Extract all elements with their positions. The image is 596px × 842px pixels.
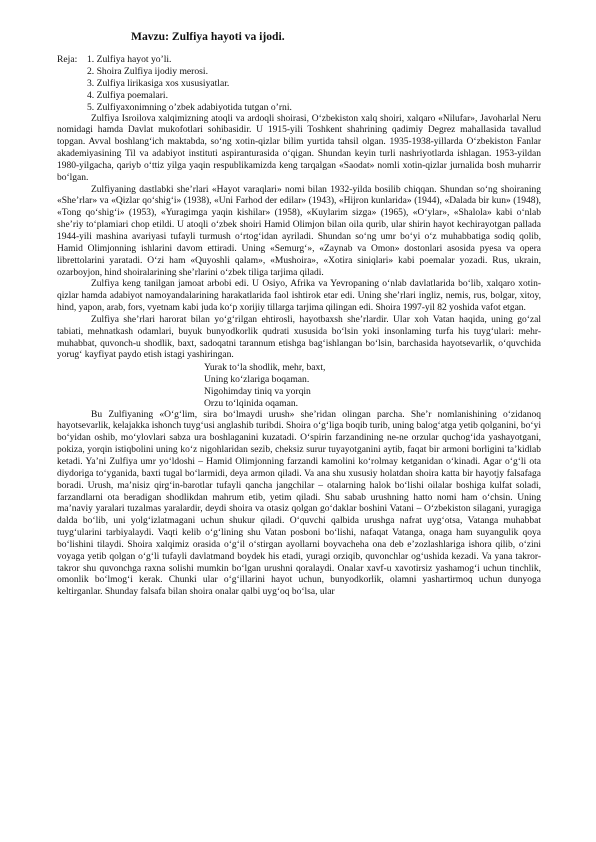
document-body [57, 30, 541, 599]
paragraph-biography: Zulfiya Isroilova xalqimizning atoqli va ardoqli shoirasi, O‘zbekiston xalq shoiri, xalqaro «Nilufar», Javoharlal Neru nomidagi hamda Davlat mukofotlari sohibasidir. U 1915-yili Toshkent shahrining qadimiy Degrez mahallasida tavallud topgan. Avval boshlang‘ich maktabda, so‘ng xotin-qizlar bilim yurtida tahsil olgan. 1935-1938-yillarda O‘zbekiston Fanlar akademiyasining Til va adabiyot instituti aspiranturasida o‘qigan. Shundan keyin turli nashriyotlarda ishlagan. 1953-yildan 1980-yilgacha, qariyb o‘ttiz yilga yaqin respublikamizda keng tarqalgan «Saodat» nomli xotin-qizlar jurnalida bosh muharrir bo‘lgan. [57, 113, 541, 183]
plan-label: Reja: [57, 54, 78, 65]
plan-item: 2. Shoira Zulfiya ijodiy merosi. [87, 65, 208, 77]
paragraph-poetry: Zulfiya she’rlari harorat bilan yo‘g‘rilgan ehtirosli, hayotbaxsh she’rlardir. Ular xoh Vatan haqida, uning go‘zal tabiati, mehnatkash odamlari, buyuk bunyodkorlik qudrati xususida bo‘lsin yoki insonlaming turfa his tuyg‘ulari: mehr-muhabbat, quvonch-u shodlik, baxt, sadoqatni tarannum etishga bag‘ishlangan bo‘lsin, barchasida hayotsevarlik, o‘quvchida yorug‘ kayfiyat paydo etish istagi yashiringan. [57, 314, 541, 361]
plan-item: 1. Zulfiya hayot yo’li. [87, 54, 172, 65]
paragraph-analysis: Bu Zulfiyaning «O‘g‘lim, sira bo‘lmaydi urush» she’ridan olingan parcha. She’r nomlanishining o‘zidanoq hayotsevarlik, kelajakka ishonch tuyg‘usi anglashib turibdi. Shoira o‘g‘liga boqib turib, uning balog‘atga yetib qolganini, bo‘yi bo‘yidan oshib, mo‘ylovlari sabza ura boshlaganini kuzatadi. O‘spirin farzandining ne-ne orzular quchog‘ida yashayotgani, pokiza, yorqin istiqbolini uning ko‘z nigohlaridan sezib, cheksiz surur tuyayotganini aytib, faqat bir armoni borligini ta’kidlab ketadi. Ya’ni Zulfiya umr yo‘ldoshi – Hamid Olimjonning farzandi kamolini ko‘rolmay ketganidan o‘kinadi. Agar o‘g‘li ota diydoriga to‘yganida, baxti tugal bo‘larmidi, deya armon qiladi. Va ana shu xususiy holatdan shoira katta bir hayotjy falsafaga boradi. Urush, ma’nisiz qirg‘in-barotlar tufayli qancha jangchilar – otalarning halok bo‘lishi oilalar boshiga kulfat soladi, farzandlarni ota beradigan shodlikdan mahrum etib, yetim qiladi. Shu sabab urushning hatto nomi ham o‘chsin. Uning ma’naviy yaralari tuzalmas yaralardir, deydi shoira va otasiz qolgan go‘daklar boshini Vatani – O‘zbekiston silagani, yuragiga dalda bo‘lib, uni yolg‘izlatmagani uchun shukur qiladi. O‘quvchi qalbida urushga nafrat uyg‘otsa, Vatanga muhabbat tuyg‘ularini tarbiyalaydi. Vaqti kelib o‘g‘lining shu Vatan posboni bo‘lishi, nafaqat Vatanga, onaga ham suyangulik qoya bo‘lishini tilaydi. Shoira xalqimiz orasida o‘g‘il o‘stirgan ayollarni boyvacheha ona deb e’zozlashlariga ishora qilib, o‘zini voyaga yetib qolgan o‘g‘li tufayli davlatmand boydek his etadi, yuragi orziqib, quvonchlar og‘ushida kezadi. Va yana takror-takror shu quvonchga raxna solishi mumkin bo‘lgan urushni qoralaydi. Onalar xavf-u xavotirsiz yashamog‘i uchun tinchlik, omonlik bo‘lmog‘i kerak. Chunki ular o‘g‘illarini hayot uchun, bunyodkorlik, olamni yashartirmoq uchun dunyoga keltirganlar. Shunday falsafa bilan shoira onalar qalbi uyg‘oq bo‘lsa, ular [57, 409, 541, 598]
plan-item: 5. Zulfiyaxonimning o’zbek adabiyotida tutgan o’rni. [87, 101, 292, 113]
paragraph-works: Zulfiyaning dastlabki she’rlari «Hayot varaqlari» nomi bilan 1932-yilda bosilib chiqqan. Shundan so‘ng shoiraning «She’rlar» va «Qizlar qo‘shig‘i» (1938), «Uni Farhod der edilar» (1943), «Hijron kunlarida» (1944), «Dalada bir kun» (1948), «Tong qo‘shig‘i» (1953), «Yuragimga yaqin kishilar» (1958), «Kuylarim sizga» (1965), «O‘ylar», «Shalola» kabi o‘nlab she’riy to‘plamiari chop etildi. U atoqli o‘zbek shoiri Hamid Olimjon bilan oila qurib, ular shirin hayot kechirayotgan pallada 1944-yili mashina avariyasi tufayli turmush o‘rtog‘idan ayriladi. Shundan so‘ng umr bo‘yi o‘z muhabbatiga sodiq qolib, Hamid Olimjonning ishlarini davom ettiradi. Uning «Semurg‘», «Zaynab va Omon» dostonlari asosida pyesa va opera librettolarini yaratadi. O‘zi ham «Quyoshli qalam», «Mushoira», «Xotira siniqlari» kabi poemalar yozadi. Rus, ukrain, ozarboyjon, hind shoiralarining she’rlarini o‘zbek tiliga tarjima qiladi. [57, 184, 541, 278]
page-title: Mavzu: Zulfiya hayoti va ijodi. [131, 30, 285, 43]
paragraph-public-activity: Zulfiya keng tanilgan jamoat arbobi edi. U Osiyo, Afrika va Yevropaning o‘nlab davlatlarida bo‘lib, xalqaro xotin-qizlar hamda adabiyot namoyandalarining harakatlarida faol ishtirok etar edi. Uning she’rlari ingliz, nemis, rus, bolgar, xitoy, hind, yapon, arab, fors, vyetnam kabi juda ko‘p xorijiy tillarga tarjima qilingan edi. Shoira 1997-yil 82 yoshida vafot etgan. [57, 279, 541, 314]
plan-first-row [57, 54, 541, 66]
plan-item: 4. Zulfiya poemalari. [87, 89, 168, 101]
verse-line: Nigohimday tiniq va yorqin [204, 385, 311, 397]
plan-list [57, 54, 541, 114]
verse-line: Orzu to‘lqinida oqaman. [204, 397, 299, 409]
verse-line: Uning ko‘zlariga boqaman. [204, 374, 310, 386]
verse-line: Yurak to‘la shodlik, mehr, baxt, [204, 362, 326, 374]
verse-quote [57, 362, 541, 409]
plan-item: 3. Zulfiya lirikasiga xos xususiyatlar. [87, 77, 230, 89]
